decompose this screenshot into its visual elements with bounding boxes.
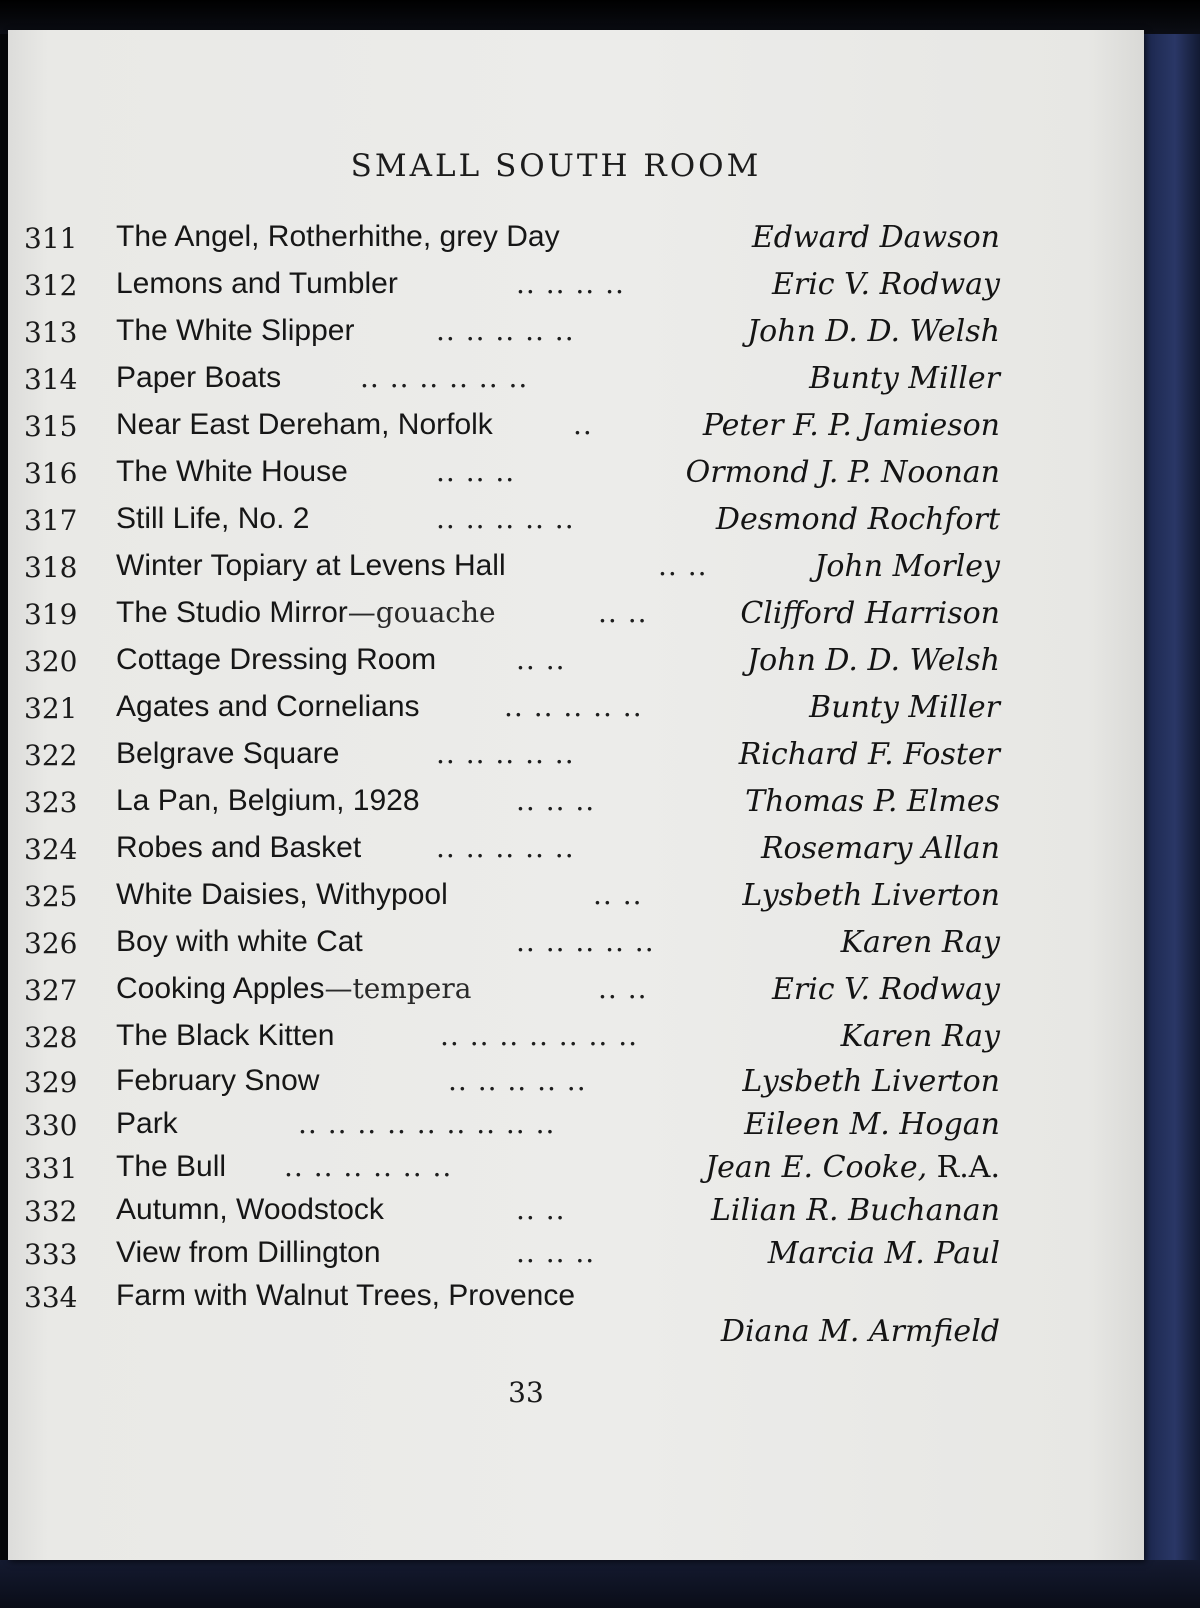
- entry-title: The Bull: [116, 1150, 227, 1183]
- entry-leader: .. ..: [593, 878, 643, 911]
- entry-leader: .. .. .. .. ..: [504, 690, 643, 723]
- entry-number: 333: [24, 1238, 78, 1271]
- entry-artist: Bunty Miller: [809, 361, 1000, 396]
- entry-title: Near East Dereham, Norfolk: [116, 408, 493, 441]
- entry-artist: Rosemary Allan: [760, 831, 1000, 866]
- entry-number: 317: [24, 504, 78, 537]
- entry-leader: .. .. .. .. .. .. ..: [440, 1019, 639, 1052]
- entry-artist: Karen Ray: [840, 1019, 1000, 1054]
- entry-artist: [705, 1150, 1000, 1185]
- entry-artist: Karen Ray: [840, 925, 1000, 960]
- entry-leader: .. .. ..: [436, 455, 516, 488]
- catalogue-entry: [8, 968, 1144, 1012]
- catalogue-entry: [8, 545, 1144, 589]
- entry-title: Lemons and Tumbler: [116, 267, 398, 300]
- entry-number: 324: [24, 833, 78, 866]
- entry-title: Still Life, No. 2: [116, 502, 310, 535]
- catalogue-entry: [8, 1189, 1144, 1233]
- entry-artist: Lilian R. Buchanan: [710, 1193, 1000, 1228]
- entry-number: 328: [24, 1021, 78, 1054]
- entry-title: The White Slipper: [116, 314, 355, 347]
- catalogue-entry: [8, 1015, 1144, 1059]
- entry-number: 313: [24, 316, 78, 349]
- entry-number: 332: [24, 1195, 78, 1228]
- entry-title: La Pan, Belgium, 1928: [116, 784, 420, 817]
- entry-leader: .. .. .. .. ..: [516, 925, 655, 958]
- entry-artist: John D. D. Welsh: [747, 314, 1000, 349]
- entry-title: Cottage Dressing Room: [116, 643, 437, 676]
- entry-title: Agates and Cornelians: [116, 690, 420, 723]
- entry-number: 329: [24, 1066, 78, 1099]
- entry-title: Paper Boats: [116, 361, 282, 394]
- entry-artist: Lysbeth Liverton: [742, 878, 1000, 913]
- entry-title: White Daisies, Withypool: [116, 878, 448, 911]
- entry-artist: Eric V. Rodway: [771, 267, 1000, 302]
- entry-leader: .. .. .. .. .. ..: [360, 361, 529, 394]
- entry-title: [116, 596, 496, 630]
- catalogue-entry: [8, 686, 1144, 730]
- entry-leader: .. .. .. .. ..: [448, 1064, 587, 1097]
- catalogue-entry: [8, 451, 1144, 495]
- entry-leader: .. ..: [598, 596, 648, 629]
- entry-leader: .. .. .. .. ..: [436, 314, 575, 347]
- entry-number: 315: [24, 410, 78, 443]
- entry-title: The Angel, Rotherhithe, grey Day: [116, 220, 560, 253]
- entry-artist: Peter F. P. Jamieson: [702, 408, 1000, 443]
- catalogue-entry: [8, 921, 1144, 965]
- entry-title: The White House: [116, 455, 348, 488]
- entry-number: 326: [24, 927, 78, 960]
- entry-leader: .. .. .. ..: [516, 267, 625, 300]
- entry-artist: Ormond J. P. Noonan: [685, 455, 1000, 490]
- entry-number: 323: [24, 786, 78, 819]
- entry-leader: ..: [573, 408, 593, 441]
- cover-edge-top: [0, 0, 1200, 34]
- entry-number: 312: [24, 269, 78, 302]
- entry-number: 322: [24, 739, 78, 772]
- entry-title: [116, 972, 471, 1006]
- entry-number: 330: [24, 1109, 78, 1142]
- entry-artist: Eric V. Rodway: [771, 972, 1000, 1007]
- entry-title: View from Dillington: [116, 1236, 381, 1269]
- entry-artist: Thomas P. Elmes: [745, 784, 1000, 819]
- entry-number: 318: [24, 551, 78, 584]
- entry-title-main: The Studio Mirror: [116, 596, 348, 629]
- catalogue-page: [8, 30, 1144, 1560]
- catalogue-entry: [8, 780, 1144, 824]
- entry-artist: Clifford Harrison: [740, 596, 1000, 631]
- entry-title-medium: —gouache: [347, 596, 496, 629]
- entry-number: 320: [24, 645, 78, 678]
- entry-title: Autumn, Woodstock: [116, 1193, 384, 1226]
- entry-number: 327: [24, 974, 78, 1007]
- catalogue-entry: [8, 733, 1144, 777]
- entry-title: Belgrave Square: [116, 737, 340, 770]
- entry-title: The Black Kitten: [116, 1019, 335, 1052]
- entry-artist-name: Jean E. Cooke,: [705, 1150, 928, 1185]
- entry-leader: .. ..: [658, 549, 708, 582]
- entry-leader: .. .. .. .. .. ..: [284, 1150, 453, 1183]
- entry-artist: Edward Dawson: [751, 220, 1000, 255]
- entry-leader: .. ..: [516, 643, 566, 676]
- catalogue-entry: [8, 1275, 1144, 1319]
- entry-number: 334: [24, 1281, 78, 1314]
- page-title: SMALL SOUTH ROOM: [350, 148, 762, 184]
- catalogue-entry: [8, 263, 1144, 307]
- entry-artist: Marcia M. Paul: [767, 1236, 1000, 1271]
- entry-title: Farm with Walnut Trees, Provence: [116, 1279, 576, 1312]
- entry-title-medium: —tempera: [324, 972, 472, 1005]
- entry-artist: Eileen M. Hogan: [744, 1107, 1000, 1142]
- entry-leader: .. .. ..: [516, 784, 596, 817]
- catalogue-entry: [8, 874, 1144, 918]
- entry-title: Boy with white Cat: [116, 925, 363, 958]
- catalogue-entry: [8, 827, 1144, 871]
- entry-artist-honours: R.A.: [936, 1150, 1000, 1185]
- entry-number: 331: [24, 1152, 78, 1185]
- catalogue-entry: [8, 639, 1144, 683]
- entry-artist: John D. D. Welsh: [747, 643, 1000, 678]
- entry-title: Winter Topiary at Levens Hall: [116, 549, 506, 582]
- entry-leader: .. ..: [598, 972, 648, 1005]
- catalogue-entry: [8, 1146, 1144, 1190]
- entry-number: 314: [24, 363, 78, 396]
- entry-number: 311: [24, 222, 78, 255]
- entry-leader: .. ..: [516, 1193, 566, 1226]
- entry-title: Park: [116, 1107, 178, 1140]
- entry-artist: Richard F. Foster: [738, 737, 1000, 772]
- entry-number: 316: [24, 457, 78, 490]
- entry-leader: .. .. .. .. ..: [436, 502, 575, 535]
- entry-leader: .. .. .. .. .. .. .. .. ..: [298, 1107, 556, 1140]
- entry-leader: .. .. ..: [516, 1236, 596, 1269]
- catalogue-entry: [8, 1103, 1144, 1147]
- catalogue-entry: [8, 592, 1144, 636]
- entry-artist: Desmond Rochfort: [715, 502, 1000, 537]
- catalogue-entry: [8, 1232, 1144, 1276]
- entry-334-artist: Diana M. Armfield: [720, 1314, 1000, 1349]
- entry-artist: John Morley: [814, 549, 1000, 584]
- cover-edge-bottom: [0, 1560, 1200, 1608]
- page-number: 33: [508, 1376, 544, 1409]
- entry-title: February Snow: [116, 1064, 320, 1097]
- entry-number: 319: [24, 598, 78, 631]
- catalogue-entry: [8, 404, 1144, 448]
- entry-artist: Bunty Miller: [809, 690, 1000, 725]
- entry-leader: .. .. .. .. ..: [436, 831, 575, 864]
- entry-title: Robes and Basket: [116, 831, 362, 864]
- entry-title-main: Cooking Apples: [116, 972, 325, 1005]
- catalogue-entry: [8, 310, 1144, 354]
- entry-artist: Lysbeth Liverton: [742, 1064, 1000, 1099]
- catalogue-entry: [8, 498, 1144, 542]
- entry-number: 325: [24, 880, 78, 913]
- entry-number: 321: [24, 692, 78, 725]
- catalogue-entry: [8, 1060, 1144, 1104]
- entry-leader: .. .. .. .. ..: [436, 737, 575, 770]
- catalogue-entry: [8, 357, 1144, 401]
- catalogue-entry: [8, 216, 1144, 260]
